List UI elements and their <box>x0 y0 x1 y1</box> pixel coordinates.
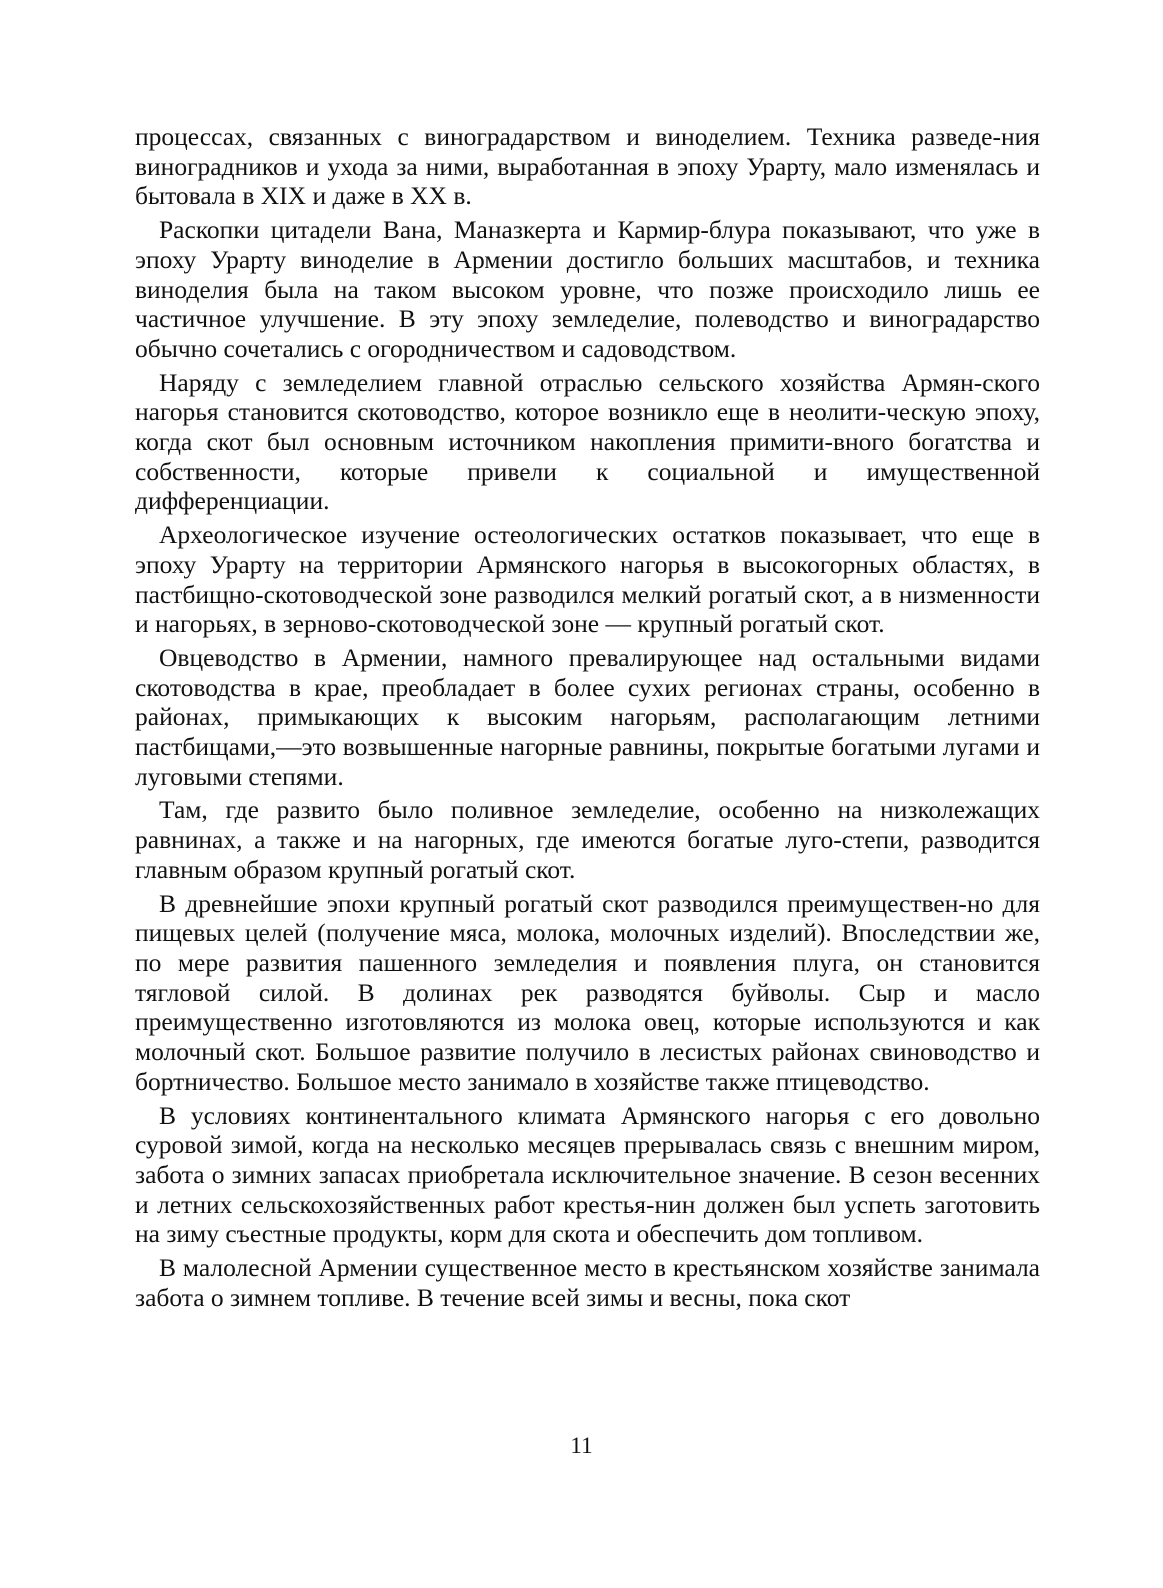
page-number: 11 <box>570 1433 593 1458</box>
paragraph-6: Там, где развито было поливное земледелие, особенно на низколежащих равнинах, а также и на нагорных, где имеются богатые луго-степи, разводится главным образом крупный рогатый скот. <box>135 795 1040 884</box>
paragraph-5: Овцеводство в Армении, намного превалирующее над остальными видами скотоводства в крае, преобладает в более сухих регионах страны, особенно в районах, примыкающих к высоким нагорьям, располагающим летними пастбищами,—это возвышенные нагорные равнины, покрытые богатыми лугами и луговыми степями. <box>135 642 1040 791</box>
paragraph-7: В древнейшие эпохи крупный рогатый скот разводился преимуществен-но для пищевых целей (получение мяса, молока, молочных изделий). Впоследствии же, по мере развития пашенного земледелия и появления плуга, он становится тягловой силой. В долинах рек разводятся буйволы. Сыр и масло преимущественно изготовляются из молока овец, которые используются и как молочный скот. Большое развитие получило в лесистых районах свиноводство и бортничество. Большое место занимало в хозяйстве также птицеводство. <box>135 888 1040 1096</box>
paragraph-9: В малолесной Армении существенное место в крестьянском хозяйстве занимала забота о зимнем топливе. В течение всей зимы и весны, пока скот <box>135 1253 1040 1312</box>
paragraph-1: процессах, связанных с виноградарством и виноделием. Техника разведе-ния виноградников и ухода за ними, выработанная в эпоху Урарту, мало изменялась и бытовала в XIX и даже в XX в. <box>135 122 1040 211</box>
body-text <box>135 122 1040 1316</box>
paragraph-8: В условиях континентального климата Армянского нагорья с его довольно суровой зимой, когда на несколько месяцев прерывалась связь с внешним миром, забота о зимних запасах приобретала исключительное значение. В сезон весенних и летних сельскохозяйственных работ крестья-нин должен был успеть заготовить на зиму съестные продукты, корм для скота и обеспечить дом топливом. <box>135 1100 1040 1249</box>
paragraph-2: Раскопки цитадели Вана, Маназкерта и Кармир-блура показывают, что уже в эпоху Урарту виноделие в Армении достигло больших масштабов, и техника виноделия была на таком высоком уровне, что позже происходило лишь ее частичное улучшение. В эту эпоху земледелие, полеводство и виноградарство обычно сочетались с огородничеством и садоводством. <box>135 215 1040 363</box>
paragraph-3: Наряду с земледелием главной отраслью сельского хозяйства Армян-ского нагорья становится скотоводство, которое возникло еще в неолити-ческую эпоху, когда скот был основным источником накопления примити-вного богатства и собственности, которые привели к социальной и имущественной дифференциации. <box>135 367 1040 516</box>
paragraph-4: Археологическое изучение остеологических остатков показывает, что еще в эпоху Урарту на территории Армянского нагорья в высокогорных областях, в пастбищно-скотоводческой зоне разводился мелкий рогатый скот, а в низменности и нагорьях, в зерново-скотоводческой зоне — крупный рогатый скот. <box>135 520 1040 639</box>
